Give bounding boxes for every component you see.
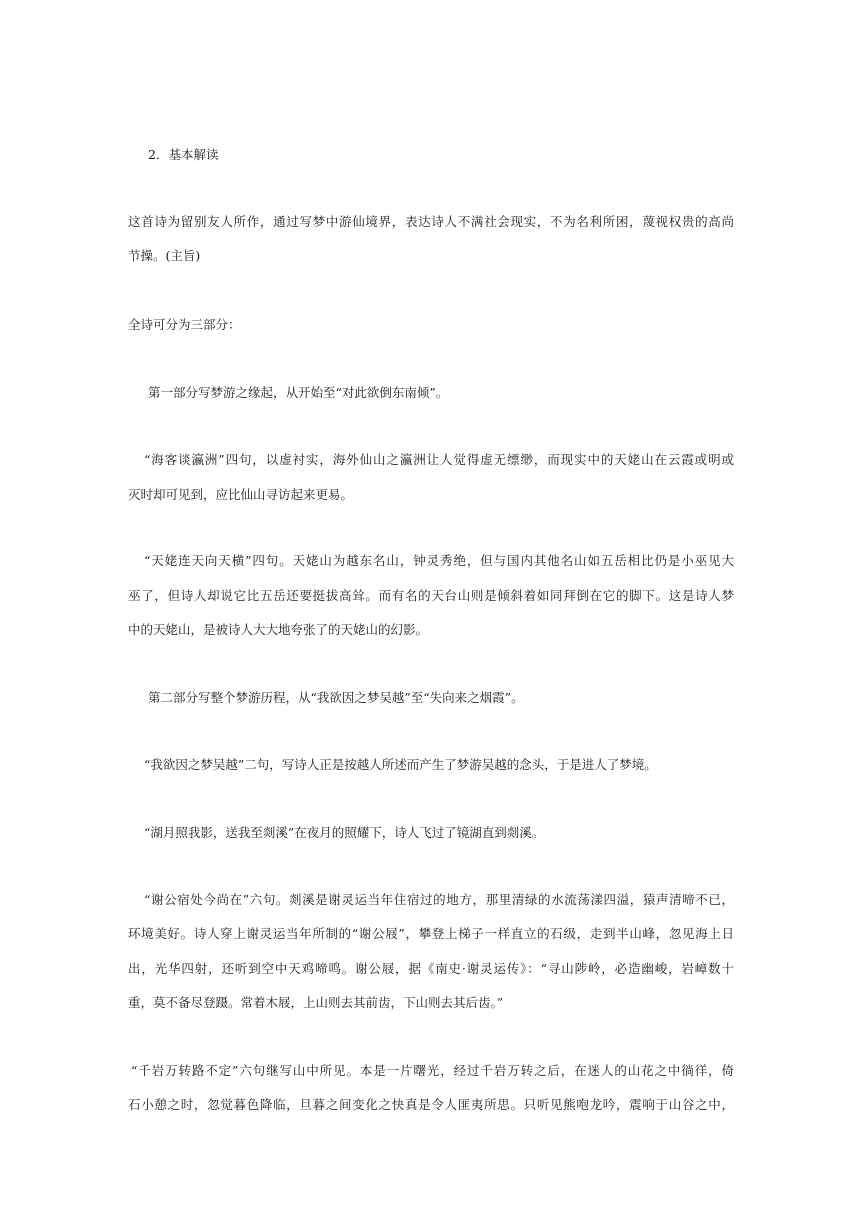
paragraph-line: 节操。(主旨): [128, 248, 201, 263]
paragraph-line: “千岩万转路不定”六句继写山中所见。本是一片曙光，经过千岩万转之后，在迷人的山花之中徜徉，倚: [131, 1063, 734, 1078]
paragraph-line: 中的天姥山，是被诗人大大地夸张了的天姥山的幻影。: [128, 622, 429, 637]
paragraph-line: 重，莫不备尽登蹑。常着木屐，上山则去其前齿，下山则去其后齿。”: [128, 995, 504, 1010]
paragraph-line: 第二部分写整个梦游历程，从“我欲因之梦吴越”至“失向来之烟霞”。: [148, 690, 524, 705]
paragraph-line: 灭时却可见到，应比仙山寻访起来更易。: [128, 487, 354, 502]
paragraph-line: “我欲因之梦吴越”二句，写诗人正是按越人所述而产生了梦游吴越的念头，于是进人了梦境。: [144, 757, 657, 772]
section-heading: 2．基本解读: [148, 147, 219, 162]
paragraph-line: 第一部分写梦游之缘起，从开始至“对此欲倒东南倾”。: [148, 385, 449, 400]
paragraph-line: “谢公宿处今尚在”六句。剡溪是谢灵运当年住宿过的地方，那里清绿的水流荡漾四溢，猿声清啼不已，: [144, 892, 734, 907]
paragraph-line: 石小憩之时，忽觉暮色降临，旦暮之间变化之快真是令人匪夷所思。只听见熊咆龙吟，震响于山谷之中，: [128, 1097, 734, 1112]
paragraph-line: 出，光华四射，还听到空中天鸡啼鸣。谢公屐，据《南史·谢灵运传》：“寻山陟岭，必造幽峻，岩嶂数十: [128, 961, 734, 976]
paragraph-line: “天姥连天向天横”四句。天姥山为越东名山，钟灵秀绝，但与国内其他名山如五岳相比仍是小巫见大: [144, 553, 734, 568]
paragraph-line: “海客谈瀛洲”四句，以虚衬实，海外仙山之瀛洲让人觉得虚无缥缈，而现实中的天姥山在云霞或明或: [144, 452, 734, 467]
paragraph-line: “湖月照我影，送我至剡溪”在夜月的照耀下，诗人飞过了镜湖直到剡溪。: [144, 825, 545, 840]
paragraph-line: 全诗可分为三部分：: [128, 317, 241, 332]
paragraph-line: 环境美好。诗人穿上谢灵运当年所制的“谢公屐”，攀登上梯子一样直立的石级，走到半山峰，忽见海上日: [128, 926, 734, 941]
paragraph-line: 这首诗为留别友人所作，通过写梦中游仙境界，表达诗人不满社会现实，不为名利所困，蔑视权贵的高尚: [128, 214, 734, 229]
paragraph-line: 巫了，但诗人却说它比五岳还要挺拔高耸。而有名的天台山则是倾斜着如同拜倒在它的脚下。这是诗人梦: [128, 588, 734, 603]
